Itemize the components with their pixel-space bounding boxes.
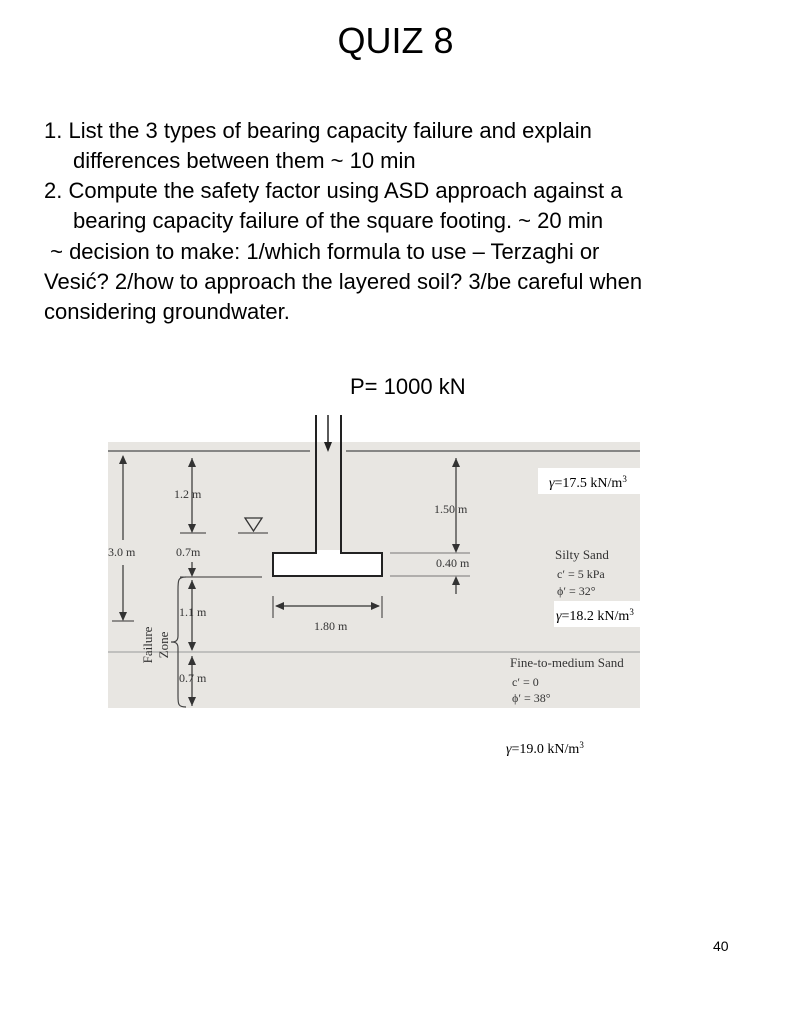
arrowhead-icon — [452, 544, 460, 553]
footing-joint — [317, 550, 340, 556]
dim-1-1-label: 1.1 m — [179, 605, 207, 619]
gamma-2-symbol: γ — [556, 609, 562, 624]
dim-0-40-label: 0.40 m — [436, 556, 470, 570]
gamma-1-label — [549, 474, 627, 491]
gamma-3-exp: 3 — [579, 740, 584, 750]
question-1-line-1: 1. List the 3 types of bearing capacity failure and explain — [44, 118, 592, 143]
failure-zone-label — [140, 626, 171, 663]
gamma-3-value: =19.0 kN/m — [511, 742, 580, 757]
arrowhead-icon — [452, 576, 460, 585]
load-label: P= 1000 kN — [350, 374, 466, 399]
silty-sand-cohesion: c′ = 5 kPa — [557, 567, 605, 581]
dim-0-7-upper-label: 0.7m — [176, 545, 201, 559]
arrowhead-icon — [119, 455, 127, 464]
gamma-2-exp: 3 — [629, 607, 634, 617]
arrowhead-icon — [188, 458, 196, 467]
note-line-1: ~ decision to make: 1/which formula to use – Terzaghi or — [44, 239, 600, 264]
arrowhead-icon — [188, 524, 196, 533]
note-line-3: considering groundwater. — [44, 299, 290, 324]
fine-sand-name: Fine-to-medium Sand — [510, 655, 624, 670]
footing — [273, 553, 382, 576]
slide-title: QUIZ 8 — [337, 20, 454, 61]
question-1-line-2: differences between them ~ 10 min — [73, 148, 416, 173]
failure-zone-word-1: Failure — [140, 626, 155, 664]
arrowhead-icon — [188, 656, 196, 665]
failure-zone-word-2: Zone — [156, 631, 171, 659]
load-arrowhead-icon — [324, 442, 332, 452]
gamma-2-value: =18.2 kN/m — [561, 609, 630, 624]
failure-zone-brace — [171, 577, 186, 707]
fine-sand-cohesion: c′ = 0 — [512, 675, 539, 689]
gamma-1-value: =17.5 kN/m — [554, 476, 623, 491]
question-2-line-2: bearing capacity failure of the square footing. ~ 20 min — [73, 208, 604, 233]
dim-0-7-lower-label: 0.7 m — [179, 671, 207, 685]
note-line-2: Vesić? 2/how to approach the layered soil? 3/be careful when — [44, 269, 643, 294]
dim-3-0-label: 3.0 m — [108, 545, 136, 559]
page-number: 40 — [713, 938, 729, 954]
arrowhead-icon — [371, 602, 380, 610]
gamma-3-symbol: γ — [506, 742, 512, 757]
silty-sand-name: Silty Sand — [555, 547, 609, 562]
dim-1-2-label: 1.2 m — [174, 487, 202, 501]
dim-1-50-label: 1.50 m — [434, 502, 468, 516]
gamma-1-symbol: γ — [549, 476, 555, 491]
water-table-icon — [245, 518, 262, 531]
dim-1-80-label: 1.80 m — [314, 619, 348, 633]
gamma-2-label — [556, 607, 634, 624]
arrowhead-icon — [275, 602, 284, 610]
gamma-3-label — [506, 740, 584, 757]
arrowhead-icon — [188, 568, 196, 577]
question-2-line-1: 2. Compute the safety factor using ASD approach against a — [44, 178, 623, 203]
silty-sand-friction-angle: ϕ′ = 32° — [557, 584, 596, 598]
arrowhead-icon — [119, 612, 127, 621]
arrowhead-icon — [452, 458, 460, 467]
arrowhead-icon — [188, 580, 196, 589]
fine-sand-friction-angle: ϕ′ = 38° — [512, 691, 551, 705]
arrowhead-icon — [188, 642, 196, 651]
arrowhead-icon — [188, 697, 196, 706]
gamma-1-exp: 3 — [622, 474, 627, 484]
